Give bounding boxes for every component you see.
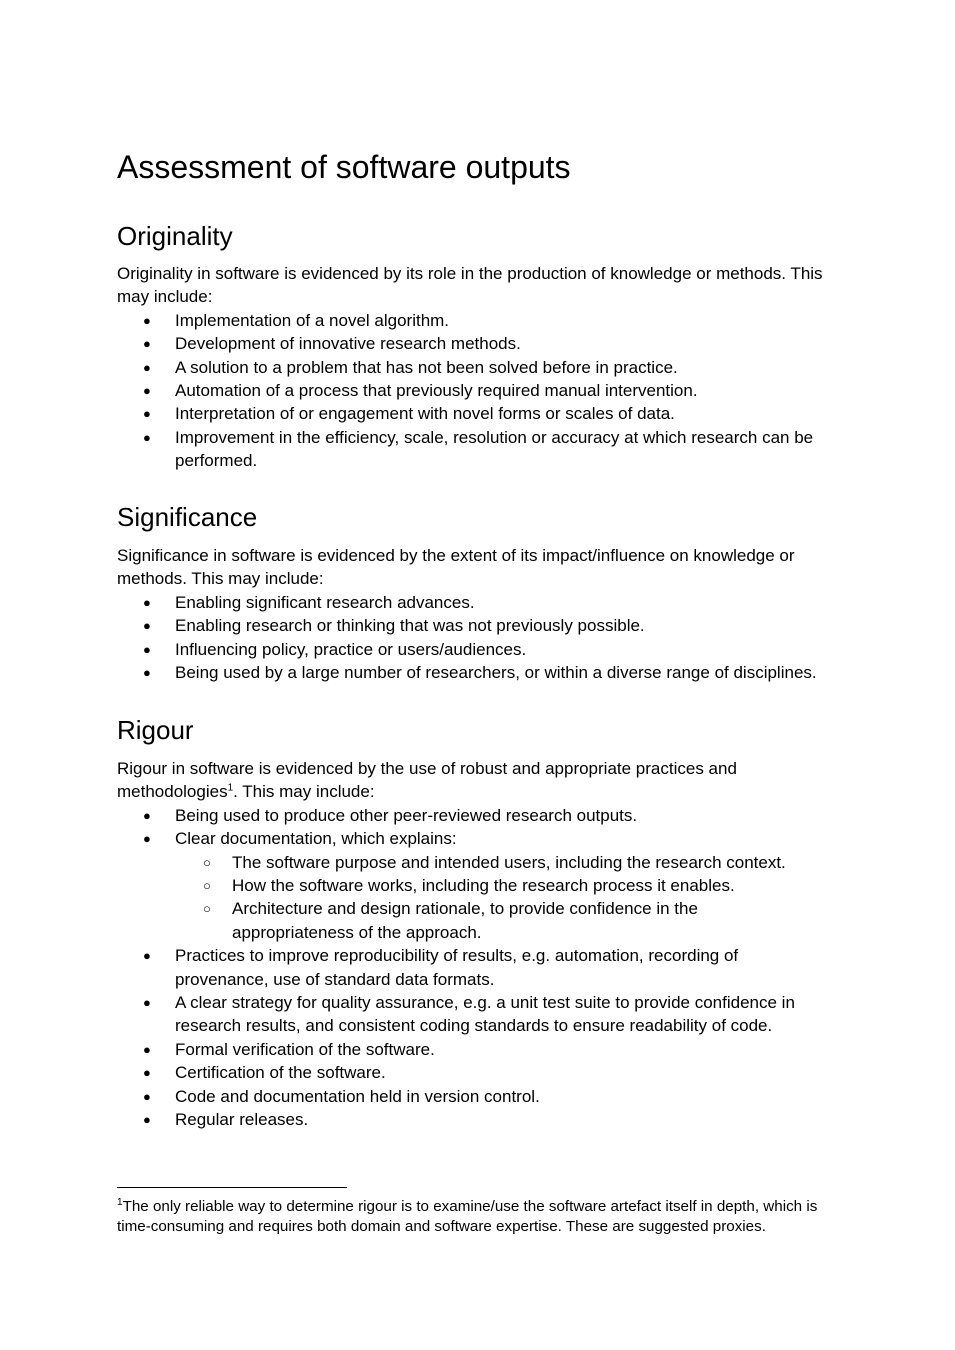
page-title: Assessment of software outputs xyxy=(117,149,571,185)
significance-intro: Significance in software is evidenced by the extent of its impact/influence on knowledge or methods. This may include: xyxy=(117,546,795,589)
list-item-text: Being used by a large number of researchers, or within a diverse range of disciplines. xyxy=(175,663,817,683)
hollow-bullet-icon: ○ xyxy=(203,901,211,917)
bullet-icon: ● xyxy=(143,1088,151,1104)
bullet-icon: ● xyxy=(143,1065,151,1081)
list-item xyxy=(117,1038,817,1061)
list-item-text: Development of innovative research methods. xyxy=(175,334,521,354)
list-item xyxy=(117,332,847,355)
bullet-icon: ● xyxy=(143,383,151,399)
bullet-icon: ● xyxy=(143,641,151,657)
bullet-icon: ● xyxy=(143,1041,151,1057)
section-significance xyxy=(117,544,837,684)
hollow-bullet-icon: ○ xyxy=(203,854,211,870)
footnote-reference[interactable]: 1 xyxy=(227,782,234,794)
list-item xyxy=(117,426,847,473)
footnote-separator xyxy=(117,1187,347,1188)
originality-list xyxy=(117,309,847,473)
bullet-icon: ● xyxy=(143,665,151,681)
list-item-text: Formal verification of the software. xyxy=(175,1039,435,1059)
rigour-intro-text-end: . This may include: xyxy=(233,782,375,802)
originality-intro: Originality in software is evidenced by its role in the production of knowledge or methods. This may include: xyxy=(117,264,823,307)
list-item-text: Regular releases. xyxy=(175,1110,309,1130)
list-item xyxy=(117,1085,817,1108)
footnote xyxy=(117,1197,847,1237)
rigour-intro xyxy=(117,757,817,804)
sub-list-item xyxy=(117,897,817,944)
list-item xyxy=(117,591,837,614)
bullet-icon: ● xyxy=(143,336,151,352)
list-item-text: A clear strategy for quality assurance, e.g. a unit test suite to provide confidence in research results, and consistent coding standards to ensure readability of code. xyxy=(175,993,795,1036)
bullet-icon: ● xyxy=(143,312,151,328)
sub-list-item xyxy=(117,874,817,897)
list-item-text: A solution to a problem that has not been solved before in practice. xyxy=(175,357,678,377)
list-item-text: Enabling significant research advances. xyxy=(175,592,475,612)
list-item-text: The software purpose and intended users, including the research context. xyxy=(232,852,786,872)
list-item xyxy=(117,1061,817,1084)
list-item-text: Implementation of a novel algorithm. xyxy=(175,310,450,330)
list-item xyxy=(117,402,847,425)
list-item xyxy=(117,944,817,991)
heading-significance: Significance xyxy=(117,502,258,532)
list-item-text: Code and documentation held in version control. xyxy=(175,1086,540,1106)
bullet-icon: ● xyxy=(143,406,151,422)
list-item xyxy=(117,638,837,661)
bullet-icon: ● xyxy=(143,359,151,375)
list-item-text: Architecture and design rationale, to provide confidence in the appropriateness of the approach. xyxy=(232,899,698,942)
bullet-icon: ● xyxy=(143,831,151,847)
footnote-number: 1 xyxy=(117,1196,123,1208)
list-item xyxy=(117,309,847,332)
list-item-text: Influencing policy, practice or users/audiences. xyxy=(175,639,527,659)
sub-list-item xyxy=(117,851,817,874)
hollow-bullet-icon: ○ xyxy=(203,878,211,894)
footnote-text: The only reliable way to determine rigour is to examine/use the software artefact itself in depth, which is time-consuming and requires both domain and software expertise. These are suggested proxies. xyxy=(117,1198,818,1235)
list-item-text: Practices to improve reproducibility of results, e.g. automation, recording of provenance, use of standard data formats. xyxy=(175,946,739,989)
list-item xyxy=(117,991,847,1038)
bullet-icon: ● xyxy=(143,948,151,964)
list-item-text: Interpretation of or engagement with novel forms or scales of data. xyxy=(175,404,675,424)
list-item xyxy=(117,804,817,827)
bullet-icon: ● xyxy=(143,429,151,445)
list-item-text: How the software works, including the research process it enables. xyxy=(232,876,735,896)
rigour-intro-text: Rigour in software is evidenced by the use of robust and appropriate practices and methodologies xyxy=(117,759,737,802)
bullet-icon: ● xyxy=(143,618,151,634)
heading-originality: Originality xyxy=(117,221,233,251)
significance-list xyxy=(117,591,837,685)
list-item xyxy=(117,614,837,637)
list-item-text: Being used to produce other peer-reviewed research outputs. xyxy=(175,805,638,825)
bullet-icon: ● xyxy=(143,1112,151,1128)
list-item-text: Enabling research or thinking that was not previously possible. xyxy=(175,616,645,636)
list-item-text: Improvement in the efficiency, scale, resolution or accuracy at which research can be performed. xyxy=(175,427,814,471)
bullet-icon: ● xyxy=(143,594,151,610)
list-item xyxy=(117,379,847,402)
rigour-list xyxy=(117,804,817,1132)
list-item xyxy=(117,827,817,850)
bullet-icon: ● xyxy=(143,995,151,1011)
list-item xyxy=(117,661,837,684)
section-originality xyxy=(117,262,847,473)
list-item xyxy=(117,1108,817,1131)
heading-rigour: Rigour xyxy=(117,715,194,745)
list-item-text: Automation of a process that previously required manual intervention. xyxy=(175,381,698,401)
list-item xyxy=(117,356,847,379)
list-item-text: Clear documentation, which explains: xyxy=(175,829,457,849)
list-item-text: Certification of the software. xyxy=(175,1063,386,1083)
bullet-icon: ● xyxy=(143,807,151,823)
section-rigour xyxy=(117,757,817,1132)
